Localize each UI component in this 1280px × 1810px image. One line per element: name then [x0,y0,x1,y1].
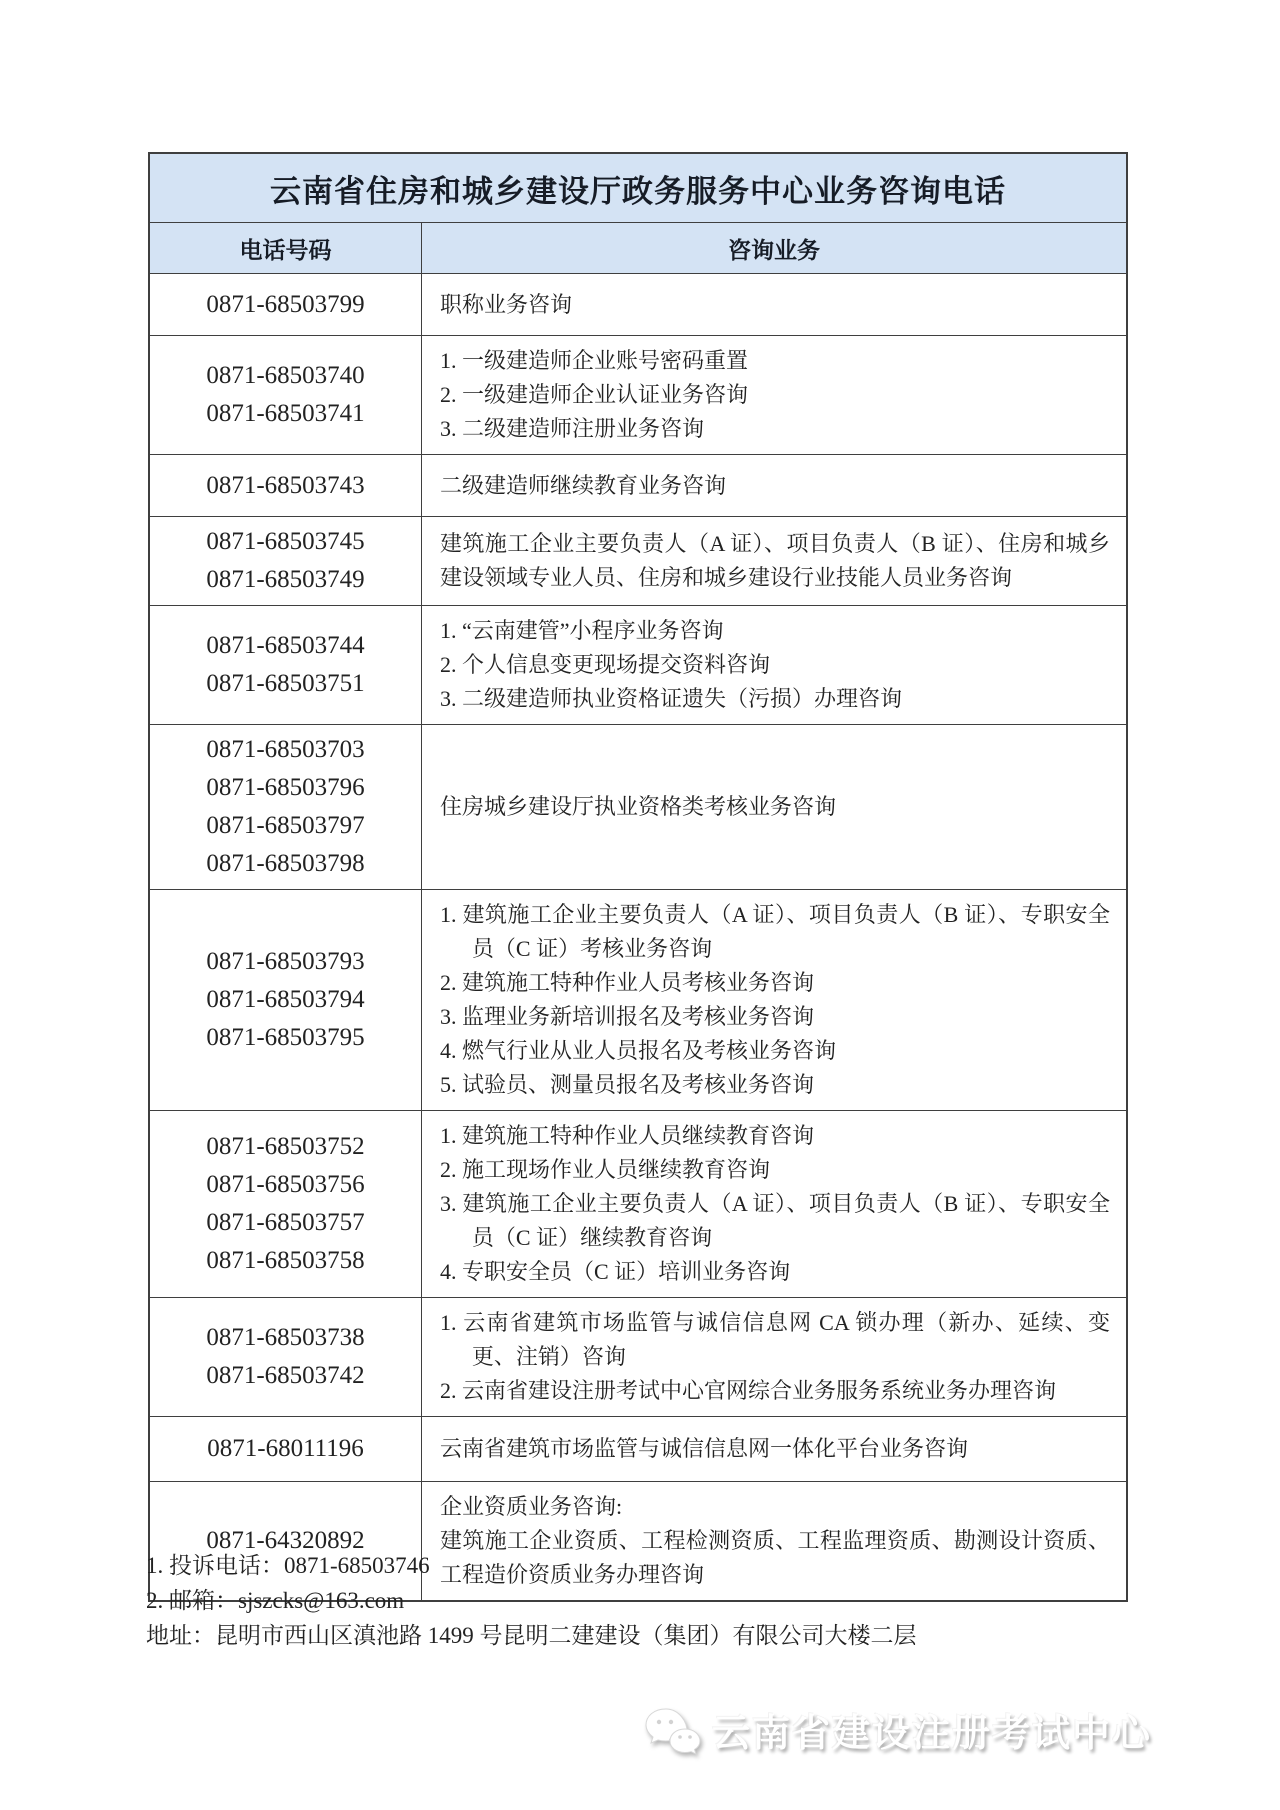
phone-number: 0871-68503758 [206,1247,365,1274]
services-cell [421,517,1126,605]
table-header-row [150,222,1126,273]
table-row [150,889,1126,1110]
table-row [150,516,1126,605]
column-header-service: 咨询业务 [421,223,1126,273]
services-cell [421,890,1126,1110]
service-item: 4. 专职安全员（C 证）培训业务咨询 [440,1259,791,1284]
table-body [150,273,1126,1600]
phone-numbers-cell [150,606,421,724]
service-item: 2. 云南省建设注册考试中心官网综合业务服务系统业务办理咨询 [440,1378,1057,1403]
phone-number: 0871-68503757 [206,1209,365,1236]
services-cell [421,606,1126,724]
complaint-phone-line: 1. 投诉电话：0871-68503746 [146,1553,430,1578]
phone-number: 0871-68503743 [206,471,365,499]
phone-number: 0871-68503756 [206,1171,365,1198]
service-item: 1. 云南省建筑市场监管与诚信信息网 CA 锁办理（新办、延续、变更、注销）咨询 [440,1310,1110,1369]
table-row [150,605,1126,724]
phone-number: 0871-68503741 [206,400,365,427]
service-item: 2. 一级建造师企业认证业务咨询 [440,382,749,407]
services-cell [421,725,1126,889]
wechat-icon [644,1705,702,1755]
email-line: 2. 邮箱：sjszcks@163.com [146,1588,405,1613]
service-item: 3. 二级建造师注册业务咨询 [440,416,705,441]
phone-number: 0871-68503794 [206,986,365,1013]
service-item: 建筑施工企业主要负责人（A 证）、项目负责人（B 证）、住房和城乡建设领域专业人员、住房和城乡建设行业技能人员业务咨询 [440,531,1110,590]
table-title: 云南省住房和城乡建设厅政务服务中心业务咨询电话 [150,154,1126,222]
service-item: 1. 建筑施工企业主要负责人（A 证）、项目负责人（B 证）、专职安全员（C 证）考核业务咨询 [440,902,1110,961]
service-item: 1. “云南建管”小程序业务咨询 [440,618,724,643]
service-item: 建筑施工企业资质、工程检测资质、工程监理资质、勘测设计资质、工程造价资质业务办理咨询 [440,1528,1110,1587]
service-item: 企业资质业务咨询: [440,1494,623,1519]
phone-number: 0871-68503703 [206,736,365,763]
service-item: 3. 监理业务新培训报名及考核业务咨询 [440,1004,815,1029]
phone-number: 0871-68503793 [206,948,365,975]
phone-number: 0871-68503740 [206,362,365,389]
phone-directory-table [148,152,1128,1602]
phone-number: 0871-68503795 [206,1024,365,1051]
phone-number: 0871-68503798 [206,850,365,877]
footer-notes [146,1548,1136,1653]
service-item: 云南省建筑市场监管与诚信信息网一体化平台业务咨询 [440,1436,969,1461]
table-row [150,1297,1126,1416]
service-item: 1. 建筑施工特种作业人员继续教育咨询 [440,1123,815,1148]
address-line: 地址：昆明市西山区滇池路 1499 号昆明二建建设（集团）有限公司大楼二层 [146,1623,917,1648]
phone-number: 0871-68503797 [206,812,365,839]
phone-number: 0871-68503752 [206,1133,365,1160]
phone-number: 0871-64320892 [206,1527,365,1554]
phone-numbers-cell [150,517,421,605]
phone-numbers-cell [150,1298,421,1416]
phone-number: 0871-68503751 [206,670,365,697]
service-item: 4. 燃气行业从业人员报名及考核业务咨询 [440,1038,837,1063]
phone-number: 0871-68503799 [206,290,365,318]
service-item: 3. 建筑施工企业主要负责人（A 证）、项目负责人（B 证）、专职安全员（C 证）继续教育咨询 [440,1191,1110,1250]
phone-number: 0871-68503796 [206,774,365,801]
watermark [644,1702,1152,1757]
watermark-label: 云南省建设注册考试中心 [711,1713,1152,1755]
service-item: 二级建造师继续教育业务咨询 [440,472,727,498]
table-row [150,335,1126,454]
phone-number: 0871-68503742 [206,1362,365,1389]
phone-number: 0871-68503744 [206,632,365,659]
services-cell [421,1417,1126,1481]
services-cell [421,274,1126,335]
table-row [150,724,1126,889]
table-row [150,1110,1126,1297]
phone-numbers-cell [150,890,421,1110]
phone-number: 0871-68011196 [207,1435,364,1462]
service-item: 1. 一级建造师企业账号密码重置 [440,348,749,373]
phone-number: 0871-68503738 [206,1324,365,1351]
service-item: 2. 个人信息变更现场提交资料咨询 [440,652,771,677]
phone-numbers-cell [150,455,421,516]
phone-numbers-cell [150,274,421,335]
column-header-phone: 电话号码 [239,237,332,263]
services-cell [421,1298,1126,1416]
phone-numbers-cell [150,1111,421,1297]
table-row [150,454,1126,516]
service-item: 2. 施工现场作业人员继续教育咨询 [440,1157,771,1182]
phone-numbers-cell [150,1417,421,1481]
service-item: 职称业务咨询 [440,291,573,317]
services-cell [421,1111,1126,1297]
table-row [150,273,1126,335]
phone-number: 0871-68503745 [206,528,365,555]
service-item: 5. 试验员、测量员报名及考核业务咨询 [440,1072,815,1097]
services-cell [421,455,1126,516]
phone-number: 0871-68503749 [206,566,365,593]
phone-numbers-cell [150,725,421,889]
table-row [150,1416,1126,1481]
service-item: 住房城乡建设厅执业资格类考核业务咨询 [440,794,837,819]
service-item: 3. 二级建造师执业资格证遗失（污损）办理咨询 [440,686,903,711]
phone-numbers-cell [150,336,421,454]
services-cell [421,336,1126,454]
service-item: 2. 建筑施工特种作业人员考核业务咨询 [440,970,815,995]
